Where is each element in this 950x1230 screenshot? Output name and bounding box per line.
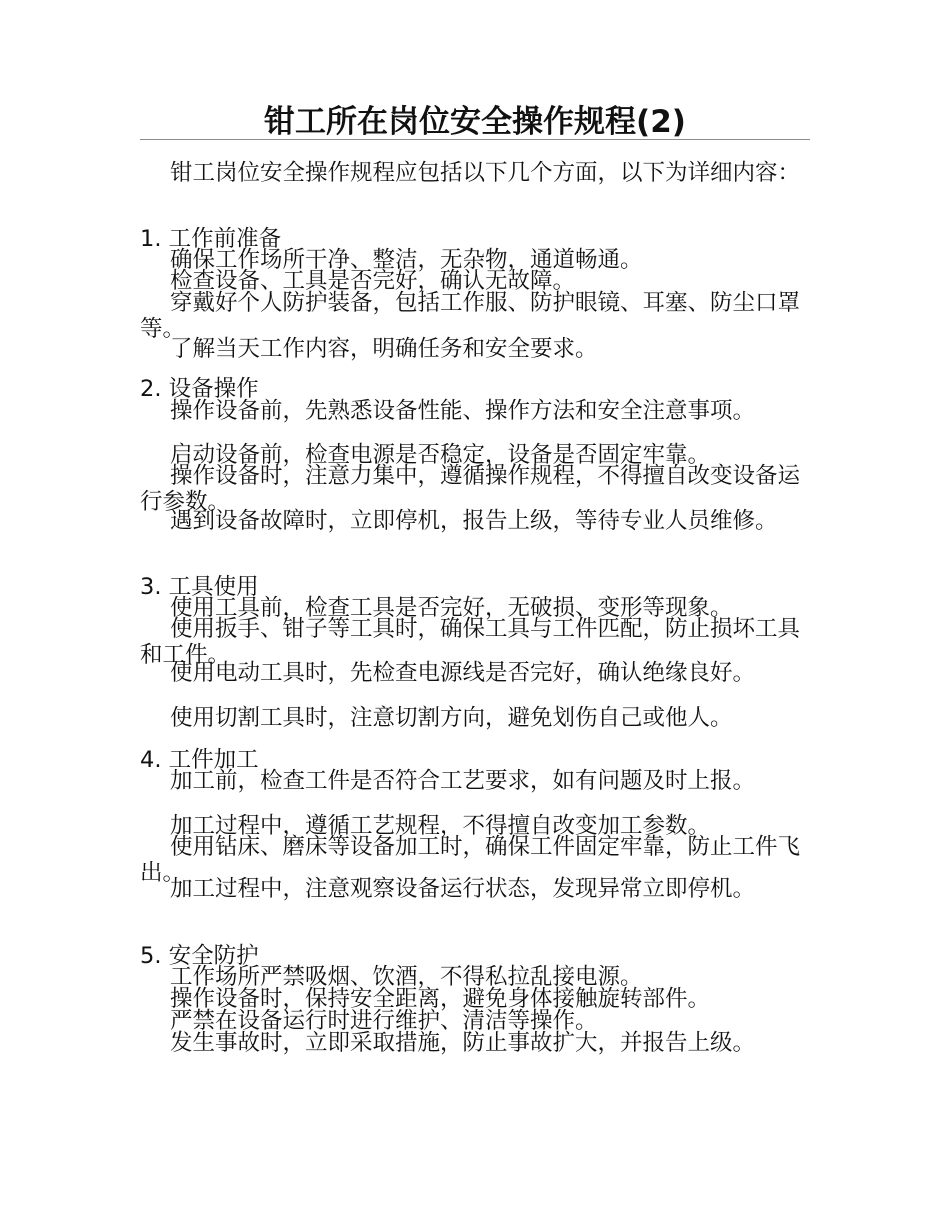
section-3-item-2: 使用扳手、钳子等工具时，确保工具与工件匹配，防止损坏工具和工件。	[140, 616, 801, 668]
section-3-item-3: 使用电动工具时，先检查电源线是否完好，确认绝缘良好。	[170, 660, 756, 686]
section-3-item-1: 使用工具前，检查工具是否完好，无破损、变形等现象。	[170, 595, 733, 621]
section-2-item-1: 操作设备前，先熟悉设备性能、操作方法和安全注意事项。	[170, 398, 756, 424]
section-2-item-2: 启动设备前，检查电源是否稳定，设备是否固定牢靠。	[170, 442, 711, 468]
section-4-heading: 4. 工件加工	[140, 747, 259, 773]
section-4-item-1: 加工前，检查工件是否符合工艺要求，如有问题及时上报。	[170, 768, 756, 794]
document-title: 钳工所在岗位安全操作规程(2)	[264, 104, 686, 140]
section-3-item-4: 使用切割工具时，注意切割方向，避免划伤自己或他人。	[170, 705, 733, 731]
section-5-heading: 5. 安全防护	[140, 943, 259, 969]
section-1-item-2: 检查设备、工具是否完好，确认无故障。	[170, 268, 576, 294]
section-1-item-3: 穿戴好个人防护装备，包括工作服、防护眼镜、耳塞、防尘口罩等。	[140, 290, 801, 342]
section-4-item-4: 加工过程中，注意观察设备运行状态，发现异常立即停机。	[170, 876, 756, 902]
section-1-item-4: 了解当天工作内容，明确任务和安全要求。	[170, 336, 598, 362]
section-5-item-2: 操作设备时，保持安全距离，避免身体接触旋转部件。	[170, 986, 711, 1012]
section-3-heading: 3. 工具使用	[140, 574, 259, 600]
section-2-item-3: 操作设备时，注意力集中，遵循操作规程，不得擅自改变设备运行参数。	[140, 463, 801, 515]
section-1-heading: 1. 工作前准备	[140, 226, 282, 252]
title-underline	[140, 139, 810, 140]
section-2-item-4: 遇到设备故障时，立即停机，报告上级，等待专业人员维修。	[170, 508, 778, 534]
section-5-item-1: 工作场所严禁吸烟、饮酒，不得私拉乱接电源。	[170, 964, 643, 990]
intro-paragraph: 钳工岗位安全操作规程应包括以下几个方面，以下为详细内容：	[170, 160, 801, 186]
section-1-item-1: 确保工作场所干净、整洁，无杂物，通道畅通。	[170, 247, 643, 273]
section-2-heading: 2. 设备操作	[140, 376, 259, 402]
section-4-item-2: 加工过程中，遵循工艺规程，不得擅自改变加工参数。	[170, 813, 711, 839]
section-5-item-3: 严禁在设备运行时进行维护、清洁等操作。	[170, 1008, 598, 1034]
section-5-item-4: 发生事故时，立即采取措施，防止事故扩大，并报告上级。	[170, 1030, 756, 1056]
section-4-item-3: 使用钻床、磨床等设备加工时，确保工件固定牢靠，防止工件飞出。	[140, 834, 801, 886]
